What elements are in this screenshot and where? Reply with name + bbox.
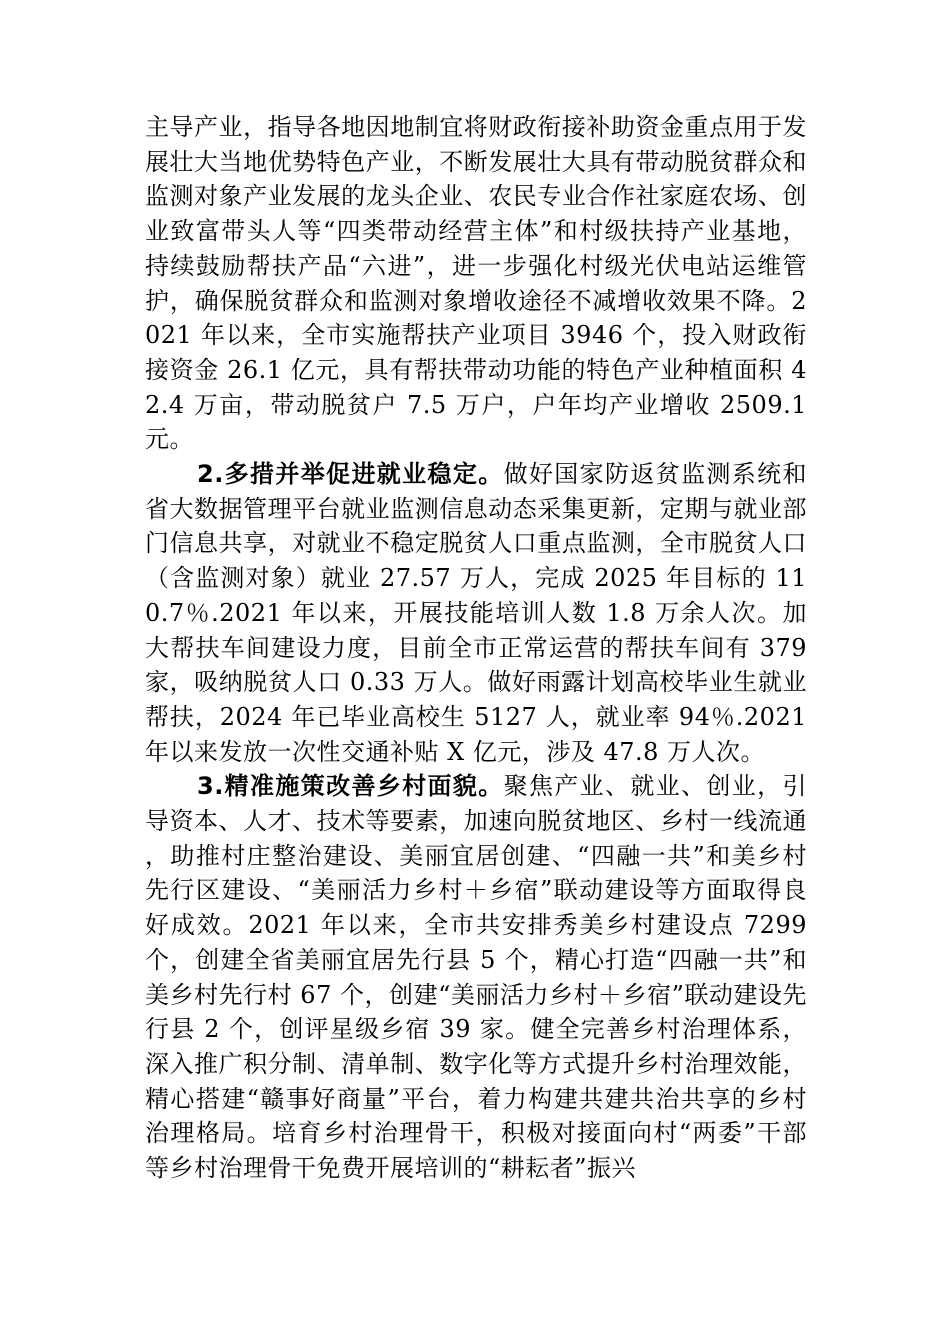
paragraph-village-heading: 3.精准施策改善乡村面貌。: [197, 772, 504, 801]
paragraph-industry-text: 主导产业，指导各地因地制宜将财政衔接补助资金重点用于发展壮大当地优势特色产业，不断发展壮大具有带动脱贫群众和监测对象产业发展的龙头企业、农民专业合作社家庭农场、创业致富带头人等“四类带动经营主体”和村级扶持产业基地，持续鼓励帮扶产品“六进”，进一步强化村级光伏电站运维管护，确保脱贫群众和监测对象增收途径不减增收效果不降。2021 年以来，全市实施帮扶产业项目 3946 个，投入财政衔接资金 26.1 亿元，具有帮扶带动功能的特色产业种植面积 42.4 万亩，带动脱贫户 7.5 万户，户年均产业增收 2509.1 元。: [145, 113, 807, 454]
document-page: [145, 110, 807, 1186]
paragraph-village: [145, 769, 807, 1185]
paragraph-employment-heading: 2.多措并举促进就业稳定。: [197, 460, 504, 489]
paragraph-village-text: 聚焦产业、就业、创业，引导资本、人才、技术等要素，加速向脱贫地区、乡村一线流通，助推村庄整治建设、美丽宜居创建、“四融一共”和美乡村先行区建设、“美丽活力乡村＋乡宿”联动建设等方面取得良好成效。2021 年以来，全市共安排秀美乡村建设点 7299 个，创建全省美丽宜居先行县 5 个，精心打造“四融一共”和美乡村先行村 67 个，创建“美丽活力乡村＋乡宿”联动建设先行县 2 个，创评星级乡宿 39 家。健全完善乡村治理体系，深入推广积分制、清单制、数字化等方式提升乡村治理效能，精心搭建“赣事好商量”平台，着力构建共建共治共享的乡村治理格局。培育乡村治理骨干，积极对接面向村“两委”干部等乡村治理骨干免费开展培训的“耕耘者”振兴: [145, 772, 808, 1183]
paragraph-industry: [145, 110, 807, 457]
paragraph-employment-text: 做好国家防返贫监测系统和省大数据管理平台就业监测信息动态采集更新，定期与就业部门信息共享，对就业不稳定脱贫人口重点监测，全市脱贫人口（含监测对象）就业 27.57 万人，完成 2025 年目标的 110.7％.2021 年以来，开展技能培训人数 1.8 万余人次。加大帮扶车间建设力度，目前全市正常运营的帮扶车间有 379 家，吸纳脱贫人口 0.33 万人。做好雨露计划高校毕业生就业帮扶，2024 年已毕业高校生 5127 人，就业率 94％.2021 年以来发放一次性交通补贴 X 亿元，涉及 47.8 万人次。: [145, 460, 808, 766]
paragraph-employment: [145, 457, 807, 769]
